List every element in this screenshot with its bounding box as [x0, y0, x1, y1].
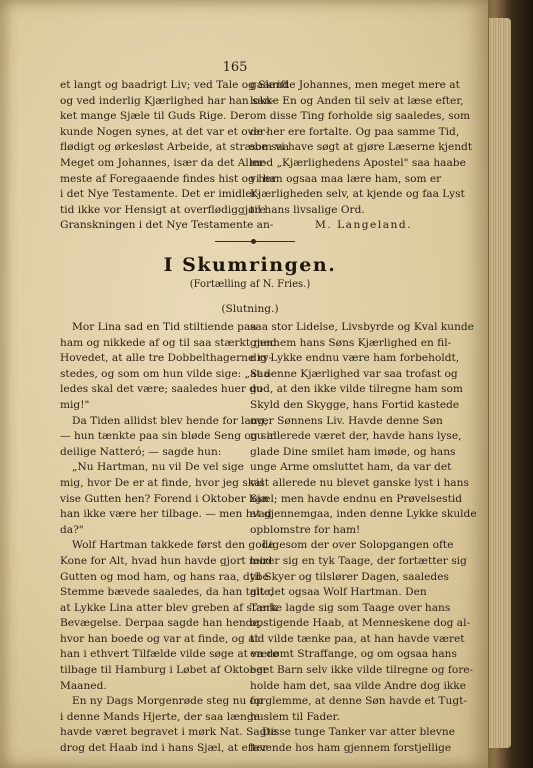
- text-line: Kone for Alt, hvad hun havde gjort mod: [60, 554, 273, 567]
- text-line: og ved inderlig Kjærlighed har han san-: [60, 94, 275, 107]
- text-line: stedes, og som om hun vilde sige: „Saa-: [60, 367, 274, 380]
- text-line: vist allerede nu blevet ganske lyst i hans: [250, 476, 469, 489]
- story-left-column: [60, 320, 279, 757]
- text-line: Hovedet, at alle tre Dobbelthagerne ry-: [60, 352, 273, 365]
- text-line: at gjennemgaa, inden denne Lykke skulde: [250, 508, 477, 521]
- text-line: ket mange Sjæle til Guds Rige. Der: [60, 110, 250, 123]
- text-line: Granskningen i det Nye Testamente an-: [60, 219, 274, 232]
- text-line: Mor Lina sad en Tid stiltiende paa: [72, 321, 257, 333]
- text-line: meste af Foregaaende findes hist og her: [60, 172, 277, 185]
- text-line: leirer sig en tyk Taage, der fortætter sig: [250, 554, 467, 567]
- text-line: tilbage til Hamburg i Løbet af Oktober: [60, 664, 268, 677]
- text-line: i det Nye Testamente. Det er imidler-: [60, 188, 261, 201]
- text-line: forglemme, at denne Søn havde et Tugt-: [250, 695, 467, 708]
- text-line: eget Barn selv ikke vilde tilregne og fore-: [250, 664, 474, 677]
- text-line: mig, hvor De er at finde, hvor jeg skal: [60, 476, 264, 489]
- text-line: Stemme bævede saaledes, da han talte,: [60, 586, 274, 599]
- text-line: git det ogsaa Wolf Hartman. Den: [250, 586, 427, 599]
- text-line: at denne Kjærlighed var saa trofast og: [250, 367, 458, 380]
- text-line: vise Gutten hen? Forend i Oktober kan: [60, 492, 269, 505]
- text-line: med „Kjærlighedens Apostel" saa haabe: [250, 156, 466, 169]
- text-line: huslem til Fader.: [250, 710, 340, 723]
- text-line: havde været begravet i mørk Nat. Sagte: [60, 726, 278, 739]
- text-line: Wolf Hartman takkede først den gode: [72, 539, 275, 552]
- text-line: holde ham det, saa vilde Andre dog ikke: [250, 679, 466, 692]
- text-line: Skyld den Skygge, hans Fortid kastede: [250, 398, 460, 411]
- text-line: et langt og baadrigt Liv; ved Tale og Skrift: [60, 79, 289, 91]
- signature: M. Langeland.: [315, 219, 412, 232]
- text-line: at Lykke Lina atter blev greben af stærk: [60, 601, 278, 614]
- story-right-column: [250, 320, 477, 757]
- text-line: Da Tiden allidst blev hende for lang,: [72, 414, 268, 427]
- text-line: da?": [60, 523, 84, 536]
- text-line: glade Dine smilet ham imøde, og hans: [250, 445, 456, 458]
- text-line: drog det Haab ind i hans Sjæl, at efter: [60, 742, 268, 755]
- text-line: ledes skal det være; saaledes huer du: [60, 383, 263, 396]
- text-line: Meget om Johannes, især da det Aller-: [60, 156, 268, 169]
- continuation-label: (Slutning.): [221, 303, 279, 315]
- section-divider: [215, 240, 295, 244]
- text-line: Ligesom der over Solopgangen ofte: [262, 539, 454, 552]
- text-line: gjennem hans Søns Kjærlighed en fil-: [250, 336, 452, 349]
- text-line: til Skyer og tilslører Dagen, saaledes: [250, 570, 449, 583]
- text-line: vi han ogsaa maa lære ham, som er: [250, 172, 442, 185]
- text-line: lokke En og Anden til selv at læse efter,: [250, 94, 464, 107]
- text-line: Maaned.: [60, 679, 107, 692]
- text-line: hvor han boede og var at finde, og at: [60, 632, 259, 645]
- text-line: Disse tunge Tanker var atter blevne: [262, 726, 455, 739]
- text-line: Tanke lagde sig som Taage over hans: [250, 601, 451, 614]
- page-number: 165: [222, 60, 248, 75]
- text-line: tid ikke vor Hensigt at overflødiggjøre: [60, 203, 266, 216]
- text-line: saa stor Lidelse, Livsbyrde og Kval kunde: [250, 321, 474, 333]
- text-line: Kjærligheden selv, at kjende og faa Lyst: [250, 188, 465, 201]
- story-subtitle: (Fortælling af N. Fries.): [189, 279, 311, 290]
- text-line: „Nu Hartman, nu vil De vel sige: [72, 461, 244, 474]
- text-line: han ikke være her tilbage. — men hvad: [60, 508, 272, 521]
- text-line: deilige Natteró; — sagde hun:: [60, 445, 222, 458]
- text-line: levende hos ham gjennem forstjellige: [250, 742, 452, 755]
- text-line: ham og nikkede af og til saa stærkt med: [60, 336, 277, 349]
- text-line: Bevægelse. Derpaa sagde han hende,: [60, 617, 263, 630]
- text-line: nu allerede været der, havde hans lyse,: [250, 430, 462, 443]
- text-line: god, at den ikke vilde tilregne ham som: [250, 383, 463, 396]
- text-line: over Sønnens Liv. Havde denne Søn: [250, 414, 443, 427]
- page-edges: [489, 18, 511, 748]
- text-line: opstigende Haab, at Menneskene dog al-: [250, 617, 471, 630]
- article-end-right-column: [250, 78, 473, 234]
- text-line: unge Arme omsluttet ham, da var det: [250, 461, 452, 474]
- text-line: gaaende Johannes, men meget mere at: [250, 79, 460, 91]
- text-line: — hun tænkte paa sin bløde Seng og sin: [60, 430, 277, 443]
- text-line: kunde Nogen synes, at det var et over-: [60, 125, 269, 138]
- text-line: dig Lykke endnu være ham forbeholdt,: [250, 352, 460, 365]
- text-line: flødigt og ørkesløst Arbeide, at stræbe saa: [60, 141, 290, 154]
- text-line: Sjæl; men havde endnu en Prøvelsestid: [250, 492, 462, 505]
- text-line: om disse Ting forholde sig saaledes, som: [250, 110, 471, 123]
- text-line: opblomstre for ham!: [250, 523, 361, 536]
- text-line: i denne Mands Hjerte, der saa længe: [60, 710, 260, 723]
- text-line: tid vilde tænke paa, at han havde været: [250, 632, 465, 645]
- text-line: Gutten og mod ham, og hans raa, dybe: [60, 570, 269, 583]
- text-line: til hans livsalige Ord.: [250, 203, 365, 216]
- text-line: en dømt Straffange, og om ogsaa hans: [250, 648, 457, 661]
- text-line: mig!": [60, 398, 90, 411]
- text-line: de her ere fortalte. Og paa samme Tid,: [250, 125, 460, 138]
- text-line: han i ethvert Tilfælde vilde søge at være: [60, 648, 279, 661]
- text-line: En ny Dags Morgenrøde steg nu op: [72, 695, 263, 708]
- article-end-left-column: [60, 78, 290, 234]
- story-title: I Skumringen.: [163, 254, 337, 276]
- text-line: som vi have søgt at gjøre Læserne kjendt: [250, 141, 473, 154]
